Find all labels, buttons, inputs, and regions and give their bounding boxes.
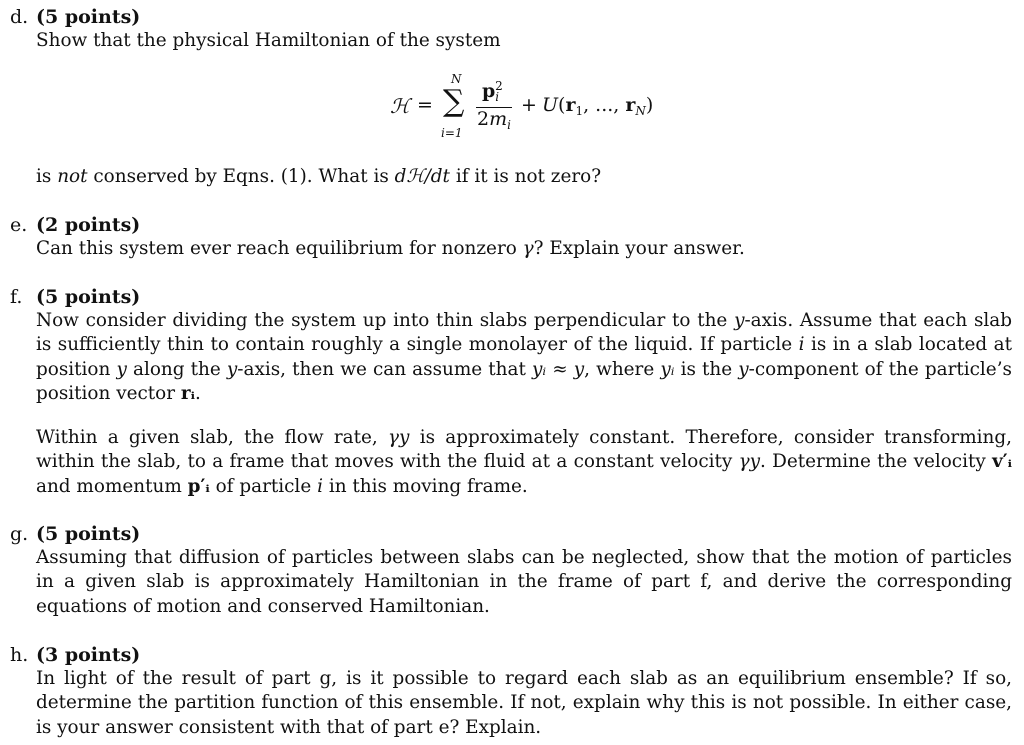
problem-h-points: (3 points) [36, 644, 141, 666]
problem-e-text: Can this system ever reach equilibrium for nonzero γ? Explain your answer. [36, 238, 745, 259]
sum-lower-limit: i=1 [441, 126, 463, 140]
mass-denominator: $2m_i$ [477, 108, 511, 132]
hamiltonian-symbol: ℋ [390, 94, 410, 118]
problem-h-label: h. [10, 644, 29, 666]
problem-f-paragraph-1: Now consider dividing the system up into thin slabs perpendicular to the y-axis. Assume that each slab is sufficiently thin to contain roughly a single monolayer of the liquid. If particle i is in a slab located at position y along the y-axis, then we can assume that yᵢ ≈ y, where yᵢ is the y-component of the particle’s position vector rᵢ. [36, 310, 1013, 404]
problem-h-text: In light of the result of part g, is it possible to regard each slab as an equilibrium ensemble? If so, determine the partition function of this ensemble. If not, explain why this is not possible. In either case, is your answer consistent with that of part e? Explain. [36, 668, 1012, 738]
problem-g-points: (5 points) [36, 523, 141, 545]
problem-e-label: e. [10, 214, 28, 236]
momentum-numerator: $p_i^2$ [482, 79, 503, 104]
problem-f-label: f. [10, 286, 23, 308]
problem-g-text: Assuming that diffusion of particles between slabs can be neglected, show that the motion of particles in a given slab is approximately Hamiltonian in the frame of part f, and derive the corresponding equations of motion and conserved Hamiltonian. [36, 547, 1012, 617]
problem-d-text: Show that the physical Hamiltonian of the system [36, 30, 501, 51]
sum-upper-limit: N [451, 72, 462, 86]
hamiltonian-equation [390, 74, 670, 144]
problem-d-label: d. [10, 6, 29, 28]
summation-sign: ∑ [443, 84, 465, 119]
problem-f-points: (5 points) [36, 286, 141, 308]
potential-term: $U(r_1$, ..., $r_N$) [542, 94, 654, 118]
problem-d-question: is not conserved by Eqns. (1). What is dℋ/dt if it is not zero? [36, 166, 602, 187]
problem-g-label: g. [10, 523, 29, 545]
equals-sign: = [417, 94, 433, 116]
plus-sign: + [521, 94, 537, 116]
problem-e-points: (2 points) [36, 214, 141, 236]
problem-d-points: (5 points) [36, 6, 141, 28]
problem-f-paragraph-2: Within a given slab, the flow rate, γy is approximately constant. Therefore, consider transforming, within the slab, to a frame that moves with the fluid at a constant velocity γy. Determine the velocity v′ᵢ and momentum p′ᵢ of particle i in this moving frame. [36, 427, 1012, 497]
